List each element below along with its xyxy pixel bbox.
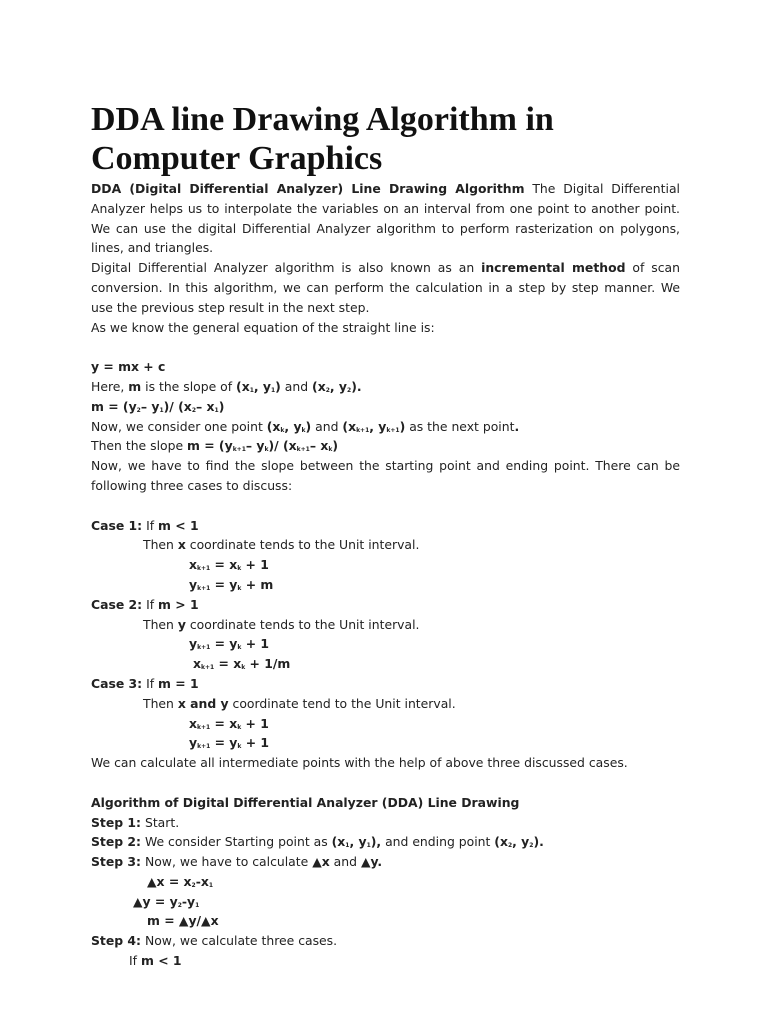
t: (x — [342, 418, 357, 434]
t: + 1 — [241, 557, 269, 573]
sub: 1 — [270, 386, 276, 394]
text: coordinate tend to the Unit interval. — [228, 695, 456, 711]
delta-x-formula — [91, 872, 680, 892]
text: Now, we have to calculate — [141, 854, 313, 870]
t: x — [189, 715, 197, 731]
bold: x — [177, 537, 186, 553]
sub: 1 — [249, 386, 254, 394]
text: and — [311, 418, 343, 434]
sub: k+1 — [296, 446, 310, 454]
spacer — [91, 496, 680, 516]
text: and ending point — [381, 834, 495, 850]
t: – x — [309, 438, 329, 454]
text: Start. — [141, 814, 180, 830]
sub: 1 — [366, 842, 371, 850]
case-1-eq-1 — [91, 555, 680, 575]
case-1-eq-2 — [91, 575, 680, 595]
bold: x and y — [177, 695, 229, 711]
eq — [189, 557, 269, 572]
step-2 — [91, 832, 680, 852]
t: = y — [210, 735, 238, 751]
sub: 2 — [177, 901, 182, 909]
sub: k+1 — [197, 584, 211, 592]
bold: . — [514, 418, 520, 434]
eq — [133, 894, 199, 909]
bold: Algorithm of Digital Differential Analyzer (DDA) Line Drawing — [91, 794, 520, 810]
sub: 2 — [191, 881, 196, 889]
t: ), — [370, 834, 382, 850]
sub: k+1 — [356, 426, 370, 434]
spacer — [91, 773, 680, 793]
t: , y — [284, 418, 302, 434]
text: as the next point — [405, 418, 515, 434]
sub: k — [237, 743, 242, 751]
intro-text: The Digital Differential Analyzer helps us to interpolate the variables on an interval from one point to another point. We can use the digital Differential Analyzer algorithm to perform rasterization on polygons, lines, and triangles. — [91, 181, 680, 256]
t: ▲x = x — [147, 873, 192, 889]
t: ) — [399, 418, 406, 434]
t: = y — [210, 636, 238, 652]
text: Here, — [91, 378, 129, 394]
consider-points — [91, 417, 680, 437]
bold: Case 2: — [91, 596, 143, 612]
sub: 1 — [214, 406, 219, 414]
slope-calc — [91, 911, 680, 931]
formula — [187, 438, 338, 453]
sub: k — [264, 446, 269, 454]
sub: 1 — [208, 881, 214, 889]
step-3 — [91, 852, 680, 872]
t: ) — [305, 418, 312, 434]
text: Now, we calculate three cases. — [141, 933, 338, 949]
sub: k — [301, 426, 306, 434]
t: , y — [349, 834, 367, 850]
sub: 1 — [195, 901, 200, 909]
text: Digital Differential Analyzer algorithm is also known as an — [91, 260, 482, 276]
bold: Step 2: — [91, 834, 142, 850]
eq — [189, 716, 269, 731]
t: + 1/m — [245, 656, 291, 672]
t: , y — [512, 834, 530, 850]
bold: Case 1: — [91, 517, 143, 533]
case-3-eq-1 — [91, 714, 680, 734]
spacer — [91, 337, 680, 357]
sub: 2 — [529, 842, 534, 850]
sub: k — [237, 723, 242, 731]
t: = x — [210, 715, 238, 731]
t: m = (y — [187, 438, 233, 454]
t: x — [189, 557, 197, 573]
sub: 1 — [159, 406, 164, 414]
t: + 1 — [241, 735, 270, 751]
delta-y-formula — [91, 892, 680, 912]
text: Then the slope — [91, 438, 188, 454]
line-equation — [91, 357, 680, 377]
text: If — [142, 517, 159, 533]
text: If — [142, 675, 159, 691]
eq — [189, 735, 269, 750]
t: x — [193, 656, 201, 672]
t: (x — [331, 834, 346, 850]
bold: Step 1: — [91, 814, 142, 830]
t: – y — [140, 398, 160, 414]
t: – x — [196, 398, 215, 414]
t: m = (y — [91, 398, 137, 414]
intro-paragraph — [91, 179, 680, 258]
equation-intro: As we know the general equation of the straight line is: — [91, 319, 435, 335]
sub: k+1 — [232, 446, 246, 454]
text: is the slope of — [141, 378, 237, 394]
sub: 2 — [507, 842, 513, 850]
case-3-then — [91, 694, 680, 714]
sub: k+1 — [386, 426, 400, 434]
case-3-eq-2 — [91, 733, 680, 753]
algorithm-heading — [91, 793, 680, 813]
t: = x — [214, 656, 242, 672]
text: Then — [143, 616, 178, 632]
bold: ▲x — [312, 854, 330, 870]
cases-intro: Now, we have to find the slope between the starting point and ending point. There can be following three cases to discuss: — [91, 458, 680, 493]
t: -y — [181, 893, 196, 909]
bold: Step 3: — [91, 854, 142, 870]
text: Now, we consider one point — [91, 418, 267, 434]
text: of scan conversion. In this algorithm, we can perform the calculation in a step by step manner. We use the previous step result in the next step. — [91, 260, 680, 315]
text: and — [329, 854, 361, 870]
t: y — [189, 636, 198, 652]
text: We consider Starting point as — [141, 834, 332, 850]
sub: 2 — [191, 406, 196, 414]
text: Then — [143, 695, 178, 711]
page-title: DDA line Drawing Algorithm in Computer Graphics — [91, 101, 554, 177]
bold: Case 3: — [91, 675, 143, 691]
document-body — [91, 179, 680, 971]
bold: m < 1 — [158, 517, 199, 533]
bold: m — [128, 378, 142, 394]
t: (x — [266, 418, 281, 434]
bold-term: incremental method — [481, 260, 626, 276]
t: = x — [210, 557, 238, 573]
t: , y — [253, 378, 271, 394]
case-2-eq-1 — [91, 634, 680, 654]
sub: k — [241, 664, 246, 672]
sub: k — [237, 565, 242, 573]
t: y — [189, 735, 198, 751]
t: , y — [369, 418, 387, 434]
t: (x — [494, 834, 508, 850]
eq — [189, 577, 273, 592]
t: – y — [245, 438, 265, 454]
slope-k-formula — [91, 436, 680, 456]
bold: Step 4: — [91, 933, 142, 949]
text: coordinate tends to the Unit interval. — [185, 616, 420, 632]
sub: k — [328, 446, 333, 454]
t: , y — [329, 378, 347, 394]
start-point — [332, 834, 382, 849]
bold: m < 1 — [140, 953, 182, 969]
t: y — [189, 576, 198, 592]
t: ) — [218, 398, 225, 414]
t: (x — [236, 378, 250, 394]
eq — [193, 656, 290, 671]
sub: 1 — [345, 842, 350, 850]
case-3-heading — [91, 674, 680, 694]
slope-formula — [91, 397, 680, 417]
text: coordinate tends to the Unit interval. — [185, 537, 420, 553]
step-1 — [91, 813, 680, 833]
text: and — [280, 378, 313, 394]
point-2 — [312, 379, 362, 394]
t: -x — [195, 873, 209, 889]
t: ). — [351, 378, 362, 394]
t: = y — [210, 576, 238, 592]
bold: m = 1 — [158, 675, 199, 691]
intermediate-points-text: We can calculate all intermediate points with the help of above three discussed cases. — [91, 755, 628, 771]
equation-text: y = mx + c — [91, 359, 166, 375]
eq — [189, 636, 269, 651]
t: + 1 — [241, 636, 270, 652]
step-4 — [91, 931, 680, 951]
t: )/ (x — [163, 398, 192, 414]
sub: k+1 — [201, 664, 215, 672]
slope-definition — [91, 377, 680, 397]
formula — [91, 399, 224, 414]
case-2-eq-2 — [91, 654, 680, 674]
eq — [147, 874, 213, 889]
sub: 2 — [347, 386, 352, 394]
t: ) — [275, 378, 281, 394]
sub: 2 — [325, 386, 330, 394]
end-point — [494, 834, 544, 849]
sub: k+1 — [197, 743, 211, 751]
t: (x — [312, 378, 326, 394]
sub: k — [237, 584, 242, 592]
point-k1 — [342, 419, 405, 434]
case-2-then — [91, 615, 680, 635]
sub: 2 — [136, 406, 141, 414]
t: ▲y = y — [133, 893, 178, 909]
case-1-then — [91, 535, 680, 555]
intro-bold-term: DDA (Digital Differential Analyzer) Line Drawing Algorithm — [91, 181, 525, 196]
bold: ▲y. — [360, 854, 383, 870]
text: If — [142, 596, 159, 612]
incremental-paragraph — [91, 258, 680, 317]
t: ) — [332, 438, 339, 454]
t: )/ (x — [268, 438, 297, 454]
if-m-less-1 — [91, 951, 680, 971]
t: ). — [533, 834, 544, 850]
point-1 — [236, 379, 281, 394]
case-1-heading — [91, 516, 680, 536]
point-k — [267, 419, 311, 434]
sub: k+1 — [197, 723, 211, 731]
text: If — [129, 953, 141, 969]
case-2-heading — [91, 595, 680, 615]
bold: y — [177, 616, 186, 632]
sub: k+1 — [197, 644, 211, 652]
text: Then — [143, 537, 178, 553]
eq: m = ▲y/▲x — [147, 913, 219, 929]
sub: k — [280, 426, 285, 434]
t: + m — [241, 576, 274, 592]
bold: m > 1 — [158, 596, 199, 612]
sub: k+1 — [197, 565, 211, 573]
sub: k — [237, 644, 242, 652]
t: + 1 — [241, 715, 269, 731]
